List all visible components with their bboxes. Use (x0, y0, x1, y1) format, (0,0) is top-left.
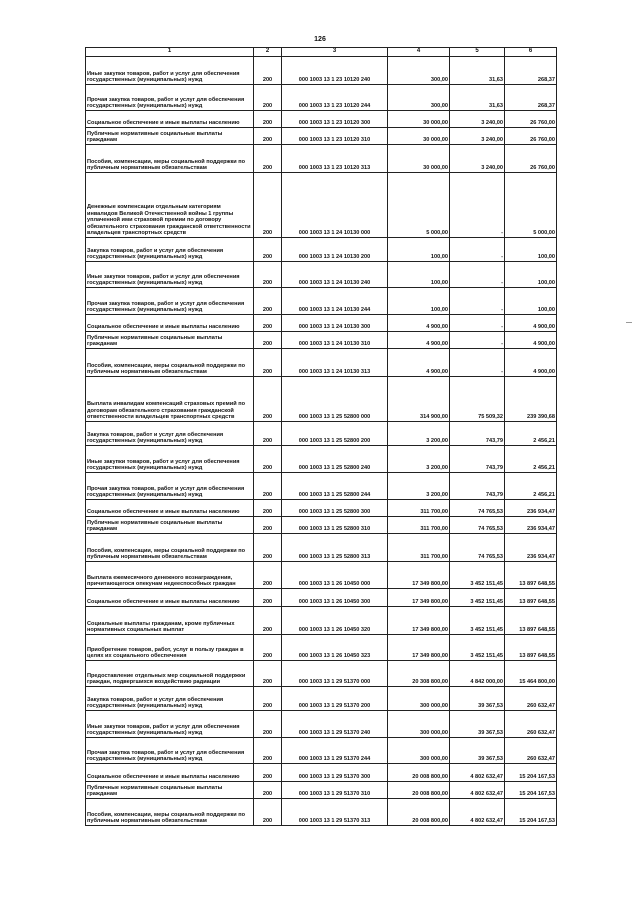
row-plan-cell: 100,00 (388, 262, 450, 288)
row-code-cell: 200 (254, 332, 282, 349)
table-row (86, 173, 557, 238)
row-kbk-cell: 000 1003 13 1 24 10130 244 (282, 288, 388, 315)
row-plan-cell: 100,00 (388, 288, 450, 315)
row-kbk-cell: 000 1003 13 1 29 51370 300 (282, 764, 388, 782)
row-plan-cell: 17 349 800,00 (388, 562, 450, 589)
table-row (86, 589, 557, 607)
row-remaining-cell: 15 204 167,53 (505, 782, 557, 799)
row-name-cell: Приобретение товаров, работ, услуг в пользу граждан в целях их социального обеспечения (86, 635, 254, 661)
row-name-cell: Социальные выплаты гражданам, кроме публичных нормативных социальных выплат (86, 607, 254, 635)
row-executed-cell: - (450, 238, 505, 262)
row-remaining-cell: 260 632,47 (505, 711, 557, 738)
row-remaining-cell: 260 632,47 (505, 738, 557, 764)
row-name-cell: Прочая закупка товаров, работ и услуг для обеспечения государственных (муниципальных) нужд (86, 85, 254, 111)
header-row (86, 48, 557, 57)
row-kbk-cell: 000 1003 13 1 24 10130 310 (282, 332, 388, 349)
row-plan-cell: 3 200,00 (388, 446, 450, 473)
row-executed-cell: 743,79 (450, 473, 505, 500)
row-executed-cell: 743,79 (450, 446, 505, 473)
row-executed-cell: - (450, 288, 505, 315)
row-name-cell: Иные закупки товаров, работ и услуг для обеспечения государственных (муниципальных) нужд (86, 57, 254, 85)
row-kbk-cell: 000 1003 13 1 25 52800 000 (282, 377, 388, 422)
row-plan-cell: 20 308 800,00 (388, 661, 450, 687)
row-name-cell: Социальное обеспечение и иные выплаты населению (86, 764, 254, 782)
row-remaining-cell: 260 632,47 (505, 687, 557, 711)
row-kbk-cell: 000 1003 13 1 26 10450 320 (282, 607, 388, 635)
row-executed-cell: 31,63 (450, 85, 505, 111)
row-plan-cell: 30 000,00 (388, 111, 450, 128)
row-code-cell: 200 (254, 111, 282, 128)
column-header-1: 1 (86, 48, 254, 57)
row-plan-cell: 300,00 (388, 85, 450, 111)
row-name-cell: Пособия, компенсации, меры социальной поддержки по публичным нормативным обязательствам (86, 349, 254, 377)
row-kbk-cell: 000 1003 13 1 25 52800 310 (282, 517, 388, 534)
row-kbk-cell: 000 1003 13 1 25 52800 200 (282, 422, 388, 446)
row-code-cell: 200 (254, 661, 282, 687)
page-number: 126 (314, 36, 326, 43)
row-code-cell: 200 (254, 517, 282, 534)
table-header (86, 48, 557, 57)
table-row (86, 687, 557, 711)
row-executed-cell: 3 240,00 (450, 128, 505, 145)
row-kbk-cell: 000 1003 13 1 23 10120 313 (282, 145, 388, 173)
row-kbk-cell: 000 1003 13 1 26 10450 300 (282, 589, 388, 607)
table-row (86, 315, 557, 332)
row-kbk-cell: 000 1003 13 1 26 10450 000 (282, 562, 388, 589)
row-name-cell: Публичные нормативные социальные выплаты гражданам (86, 782, 254, 799)
row-plan-cell: 300,00 (388, 57, 450, 85)
row-plan-cell: 3 200,00 (388, 422, 450, 446)
row-name-cell: Публичные нормативные социальные выплаты гражданам (86, 332, 254, 349)
table-row (86, 262, 557, 288)
row-name-cell: Выплата инвалидам компенсаций страховых премий по договорам обязательного страхования гражданской ответственности владельцев транспортных средств (86, 377, 254, 422)
row-plan-cell: 300 000,00 (388, 711, 450, 738)
row-kbk-cell: 000 1003 13 1 23 10120 300 (282, 111, 388, 128)
row-remaining-cell: 26 760,00 (505, 128, 557, 145)
row-kbk-cell: 000 1003 13 1 24 10130 300 (282, 315, 388, 332)
row-name-cell: Прочая закупка товаров, работ и услуг для обеспечения государственных (муниципальных) нужд (86, 738, 254, 764)
row-kbk-cell: 000 1003 13 1 25 52800 244 (282, 473, 388, 500)
row-remaining-cell: 15 204 167,53 (505, 764, 557, 782)
row-code-cell: 200 (254, 288, 282, 315)
table-row (86, 128, 557, 145)
row-plan-cell: 314 900,00 (388, 377, 450, 422)
table-row (86, 607, 557, 635)
row-kbk-cell: 000 1003 13 1 25 52800 240 (282, 446, 388, 473)
row-kbk-cell: 000 1003 13 1 24 10130 000 (282, 173, 388, 238)
row-code-cell: 200 (254, 782, 282, 799)
row-kbk-cell: 000 1003 13 1 29 51370 244 (282, 738, 388, 764)
row-code-cell: 200 (254, 534, 282, 562)
table-row (86, 635, 557, 661)
row-name-cell: Закупка товаров, работ и услуг для обеспечения государственных (муниципальных) нужд (86, 422, 254, 446)
row-code-cell: 200 (254, 238, 282, 262)
row-remaining-cell: 5 000,00 (505, 173, 557, 238)
row-plan-cell: 4 900,00 (388, 315, 450, 332)
row-executed-cell: 3 452 151,45 (450, 635, 505, 661)
row-executed-cell: - (450, 262, 505, 288)
row-remaining-cell: 4 900,00 (505, 349, 557, 377)
row-executed-cell: 74 765,53 (450, 534, 505, 562)
row-kbk-cell: 000 1003 13 1 29 51370 240 (282, 711, 388, 738)
row-code-cell: 200 (254, 738, 282, 764)
row-name-cell: Социальное обеспечение и иные выплаты населению (86, 589, 254, 607)
table-row (86, 288, 557, 315)
row-name-cell: Пособия, компенсации, меры социальной поддержки по публичным нормативным обязательствам (86, 799, 254, 826)
row-executed-cell: 74 765,53 (450, 500, 505, 517)
row-code-cell: 200 (254, 589, 282, 607)
table-row (86, 764, 557, 782)
row-executed-cell: - (450, 349, 505, 377)
table-row (86, 111, 557, 128)
row-plan-cell: 20 008 800,00 (388, 764, 450, 782)
row-code-cell: 200 (254, 473, 282, 500)
row-remaining-cell: 13 897 648,55 (505, 635, 557, 661)
row-name-cell: Выплата ежемесячного денежного вознаграждения, причитающегося опекунам недееспособных граждан (86, 562, 254, 589)
row-code-cell: 200 (254, 173, 282, 238)
row-executed-cell: 74 765,53 (450, 517, 505, 534)
row-plan-cell: 5 000,00 (388, 173, 450, 238)
row-remaining-cell: 26 760,00 (505, 145, 557, 173)
row-remaining-cell: 100,00 (505, 288, 557, 315)
row-remaining-cell: 13 897 648,55 (505, 589, 557, 607)
row-code-cell: 200 (254, 711, 282, 738)
row-plan-cell: 311 700,00 (388, 534, 450, 562)
row-executed-cell: 4 802 632,47 (450, 764, 505, 782)
row-name-cell: Закупка товаров, работ и услуг для обеспечения государственных (муниципальных) нужд (86, 687, 254, 711)
row-name-cell: Социальное обеспечение и иные выплаты населению (86, 111, 254, 128)
row-remaining-cell: 4 900,00 (505, 315, 557, 332)
row-plan-cell: 311 700,00 (388, 517, 450, 534)
row-kbk-cell: 000 1003 13 1 29 51370 313 (282, 799, 388, 826)
row-name-cell: Пособия, компенсации, меры социальной поддержки по публичным нормативным обязательствам (86, 145, 254, 173)
row-remaining-cell: 2 456,21 (505, 473, 557, 500)
budget-table (85, 47, 557, 826)
table-row (86, 446, 557, 473)
row-code-cell: 200 (254, 687, 282, 711)
row-name-cell: Денежные компенсации отдельным категориям инвалидов Великой Отечественной войны 1 группы уплаченной ими страховой премии по договору обязательного страхования гражданской ответственности владельцев транспортных средств (86, 173, 254, 238)
table-row (86, 782, 557, 799)
row-kbk-cell: 000 1003 13 1 29 51370 200 (282, 687, 388, 711)
row-code-cell: 200 (254, 85, 282, 111)
row-remaining-cell: 15 464 800,00 (505, 661, 557, 687)
row-remaining-cell: 268,37 (505, 85, 557, 111)
row-code-cell: 200 (254, 422, 282, 446)
row-plan-cell: 17 349 800,00 (388, 589, 450, 607)
row-remaining-cell: 15 204 167,53 (505, 799, 557, 826)
row-executed-cell: 3 240,00 (450, 111, 505, 128)
row-executed-cell: 3 452 151,45 (450, 562, 505, 589)
row-remaining-cell: 100,00 (505, 262, 557, 288)
row-kbk-cell: 000 1003 13 1 23 10120 310 (282, 128, 388, 145)
row-name-cell: Публичные нормативные социальные выплаты гражданам (86, 517, 254, 534)
row-name-cell: Иные закупки товаров, работ и услуг для обеспечения государственных (муниципальных) нужд (86, 711, 254, 738)
row-plan-cell: 311 700,00 (388, 500, 450, 517)
row-name-cell: Прочая закупка товаров, работ и услуг для обеспечения государственных (муниципальных) нужд (86, 288, 254, 315)
row-code-cell: 200 (254, 128, 282, 145)
row-code-cell: 200 (254, 764, 282, 782)
table-row (86, 517, 557, 534)
row-plan-cell: 20 008 800,00 (388, 799, 450, 826)
row-code-cell: 200 (254, 607, 282, 635)
row-executed-cell: 743,79 (450, 422, 505, 446)
row-name-cell: Социальное обеспечение и иные выплаты населению (86, 500, 254, 517)
row-code-cell: 200 (254, 562, 282, 589)
table-row (86, 57, 557, 85)
table-row (86, 349, 557, 377)
row-plan-cell: 30 000,00 (388, 145, 450, 173)
row-remaining-cell: 2 456,21 (505, 422, 557, 446)
row-plan-cell: 100,00 (388, 238, 450, 262)
row-kbk-cell: 000 1003 13 1 23 10120 240 (282, 57, 388, 85)
row-plan-cell: 17 349 800,00 (388, 607, 450, 635)
row-plan-cell: 17 349 800,00 (388, 635, 450, 661)
table-body (86, 57, 557, 826)
row-executed-cell: 4 802 632,47 (450, 799, 505, 826)
row-code-cell: 200 (254, 349, 282, 377)
row-executed-cell: 39 367,53 (450, 711, 505, 738)
table-row (86, 422, 557, 446)
row-code-cell: 200 (254, 500, 282, 517)
row-executed-cell: 4 842 000,00 (450, 661, 505, 687)
table-row (86, 661, 557, 687)
row-executed-cell: - (450, 332, 505, 349)
table-row (86, 534, 557, 562)
table-row (86, 473, 557, 500)
row-name-cell: Прочая закупка товаров, работ и услуг для обеспечения государственных (муниципальных) нужд (86, 473, 254, 500)
row-remaining-cell: 239 390,68 (505, 377, 557, 422)
row-plan-cell: 30 000,00 (388, 128, 450, 145)
row-remaining-cell: 4 900,00 (505, 332, 557, 349)
row-kbk-cell: 000 1003 13 1 23 10120 244 (282, 85, 388, 111)
row-plan-cell: 3 200,00 (388, 473, 450, 500)
row-code-cell: 200 (254, 446, 282, 473)
table-row (86, 799, 557, 826)
table-row (86, 377, 557, 422)
row-executed-cell: - (450, 173, 505, 238)
row-kbk-cell: 000 1003 13 1 29 51370 310 (282, 782, 388, 799)
row-remaining-cell: 236 934,47 (505, 517, 557, 534)
row-plan-cell: 4 900,00 (388, 332, 450, 349)
row-code-cell: 200 (254, 377, 282, 422)
table-row (86, 85, 557, 111)
row-executed-cell: - (450, 315, 505, 332)
row-remaining-cell: 100,00 (505, 238, 557, 262)
margin-mark (626, 322, 632, 323)
row-remaining-cell: 13 897 648,55 (505, 607, 557, 635)
table-row (86, 332, 557, 349)
row-code-cell: 200 (254, 315, 282, 332)
column-header-2: 2 (254, 48, 282, 57)
row-remaining-cell: 236 934,47 (505, 500, 557, 517)
row-code-cell: 200 (254, 799, 282, 826)
row-executed-cell: 39 367,53 (450, 687, 505, 711)
row-name-cell: Иные закупки товаров, работ и услуг для обеспечения государственных (муниципальных) нужд (86, 262, 254, 288)
row-plan-cell: 300 000,00 (388, 687, 450, 711)
row-code-cell: 200 (254, 57, 282, 85)
row-name-cell: Пособия, компенсации, меры социальной поддержки по публичным нормативным обязательствам (86, 534, 254, 562)
row-executed-cell: 3 452 151,45 (450, 589, 505, 607)
row-plan-cell: 4 900,00 (388, 349, 450, 377)
row-name-cell: Закупка товаров, работ и услуг для обеспечения государственных (муниципальных) нужд (86, 238, 254, 262)
column-header-3: 3 (282, 48, 388, 57)
table-row (86, 711, 557, 738)
row-plan-cell: 20 008 800,00 (388, 782, 450, 799)
row-name-cell: Социальное обеспечение и иные выплаты населению (86, 315, 254, 332)
column-header-6: 6 (505, 48, 557, 57)
row-executed-cell: 3 452 151,45 (450, 607, 505, 635)
row-executed-cell: 75 509,32 (450, 377, 505, 422)
column-header-4: 4 (388, 48, 450, 57)
row-remaining-cell: 13 897 648,55 (505, 562, 557, 589)
row-kbk-cell: 000 1003 13 1 25 52800 300 (282, 500, 388, 517)
table-row (86, 500, 557, 517)
row-kbk-cell: 000 1003 13 1 24 10130 200 (282, 238, 388, 262)
row-name-cell: Публичные нормативные социальные выплаты гражданам (86, 128, 254, 145)
row-kbk-cell: 000 1003 13 1 25 52800 313 (282, 534, 388, 562)
row-remaining-cell: 268,37 (505, 57, 557, 85)
row-kbk-cell: 000 1003 13 1 29 51370 000 (282, 661, 388, 687)
row-executed-cell: 39 367,53 (450, 738, 505, 764)
row-code-cell: 200 (254, 635, 282, 661)
row-name-cell: Иные закупки товаров, работ и услуг для обеспечения государственных (муниципальных) нужд (86, 446, 254, 473)
row-executed-cell: 3 240,00 (450, 145, 505, 173)
row-remaining-cell: 26 760,00 (505, 111, 557, 128)
table-row (86, 562, 557, 589)
row-executed-cell: 4 802 632,47 (450, 782, 505, 799)
row-kbk-cell: 000 1003 13 1 26 10450 323 (282, 635, 388, 661)
row-remaining-cell: 2 456,21 (505, 446, 557, 473)
row-name-cell: Предоставление отдельных мер социальной поддержки граждан, подвергшихся воздействию радиации (86, 661, 254, 687)
table-row (86, 145, 557, 173)
table-row (86, 238, 557, 262)
column-header-5: 5 (450, 48, 505, 57)
row-code-cell: 200 (254, 262, 282, 288)
row-kbk-cell: 000 1003 13 1 24 10130 313 (282, 349, 388, 377)
row-executed-cell: 31,63 (450, 57, 505, 85)
row-kbk-cell: 000 1003 13 1 24 10130 240 (282, 262, 388, 288)
row-remaining-cell: 236 934,47 (505, 534, 557, 562)
table-row (86, 738, 557, 764)
row-code-cell: 200 (254, 145, 282, 173)
row-plan-cell: 300 000,00 (388, 738, 450, 764)
